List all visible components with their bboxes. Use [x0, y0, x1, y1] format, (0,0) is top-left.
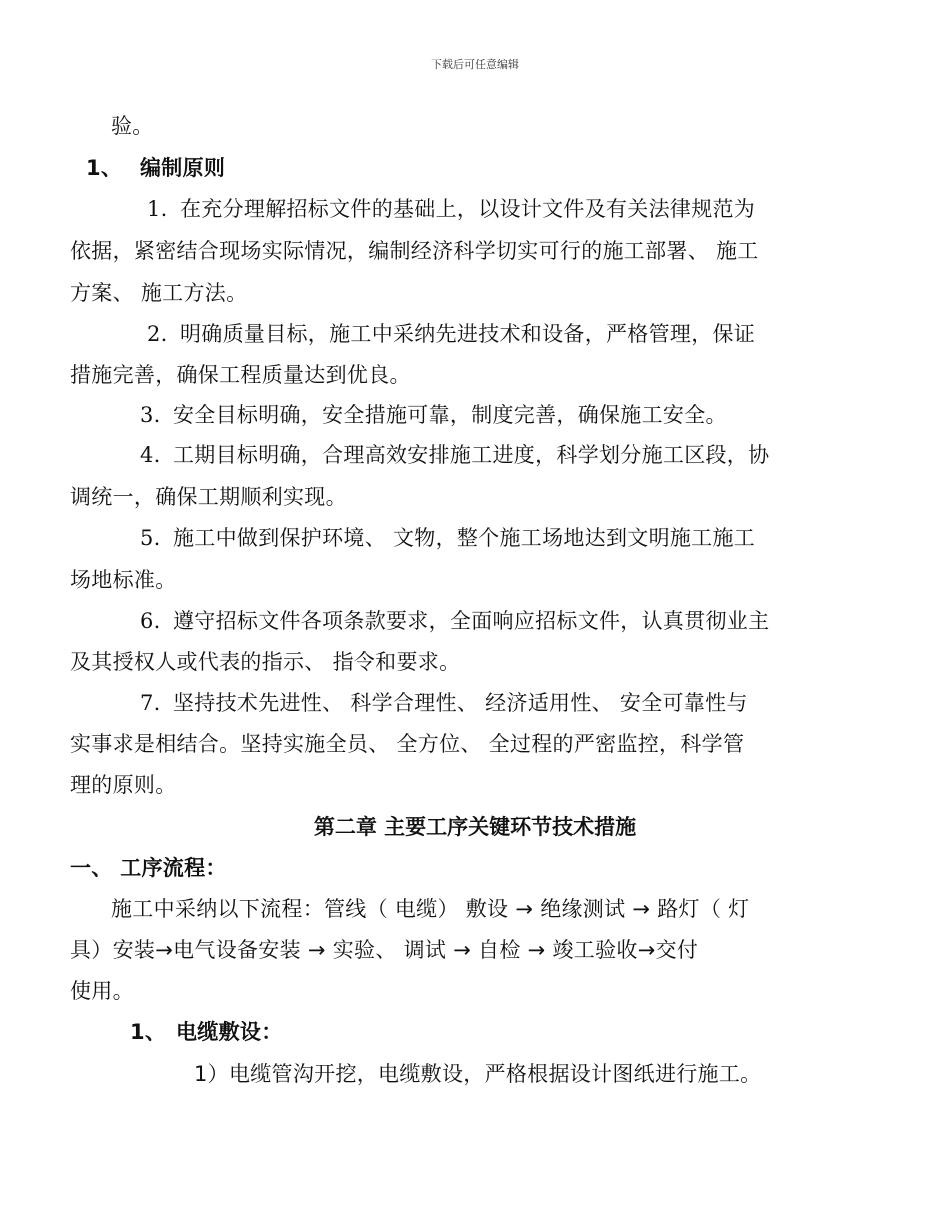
text-line: 施工中采纳以下流程：管线（ 电缆） 敷设 → 绝缘测试 → 路灯（ 灯	[111, 897, 750, 921]
text-line: 理的原则。	[70, 773, 177, 797]
text-line: 依据，紧密结合现场实际情况，编制经济科学切实可行的施工部署、 施工	[70, 239, 759, 263]
text-line: 验。	[111, 114, 154, 138]
text-line: 坚持技术先进性、 科学合理性、 经济适用性、 安全可靠性与	[173, 691, 748, 715]
text-line: 方案、 施工方法。	[70, 281, 248, 305]
item-number: 3.	[140, 403, 161, 427]
text-line: 施工中做到保护环境、 文物，整个施工场地达到文明施工施工	[173, 526, 756, 550]
text-line: 使用。	[70, 979, 134, 1003]
section-heading: 编制原则	[140, 156, 226, 180]
text-line: 明确质量目标，施工中采纳先进技术和设备，严格管理，保证	[180, 322, 756, 346]
text-line: 工期目标明确，合理高效安排施工进度，科学划分施工区段，协	[173, 443, 770, 467]
header-note: 下载后可任意编辑	[431, 58, 519, 71]
subsection-number: 1、	[130, 1020, 167, 1044]
item-number: 7.	[140, 691, 161, 715]
text-line: 场地标准。	[70, 568, 177, 592]
text-line: 1）电缆管沟开挖，电缆敷设，严格根据设计图纸进行施工。	[194, 1062, 762, 1086]
item-number: 6.	[140, 609, 161, 633]
text-line: 措施完善，确保工程质量达到优良。	[70, 363, 411, 387]
chapter-title: 第二章 主要工序关键环节技术措施	[313, 815, 637, 839]
subsection-heading: 电缆敷设：	[176, 1020, 283, 1044]
item-number: 5.	[140, 526, 161, 550]
text-line: 在充分理解招标文件的基础上，以设计文件及有关法律规范为	[180, 197, 756, 221]
text-line: 及其授权人或代表的指示、 指令和要求。	[70, 650, 461, 674]
item-number: 2.	[147, 322, 168, 346]
section-number: 1、	[86, 156, 123, 180]
section-heading: 一、 工序流程：	[70, 856, 227, 880]
item-number: 1.	[147, 197, 168, 221]
text-line: 安全目标明确，安全措施可靠，制度完善，确保施工安全。	[173, 403, 727, 427]
text-line: 调统一，确保工期顺利实现。	[70, 485, 347, 509]
text-line: 实事求是相结合。坚持实施全员、 全方位、 全过程的严密监控，科学管	[70, 732, 745, 756]
text-line: 遵守招标文件各项条款要求，全面响应招标文件，认真贯彻业主	[173, 609, 770, 633]
item-number: 4.	[140, 443, 161, 467]
text-line: 具）安装→电气设备安装 → 实验、 调试 → 自检 → 竣工验收→交付	[70, 938, 699, 962]
